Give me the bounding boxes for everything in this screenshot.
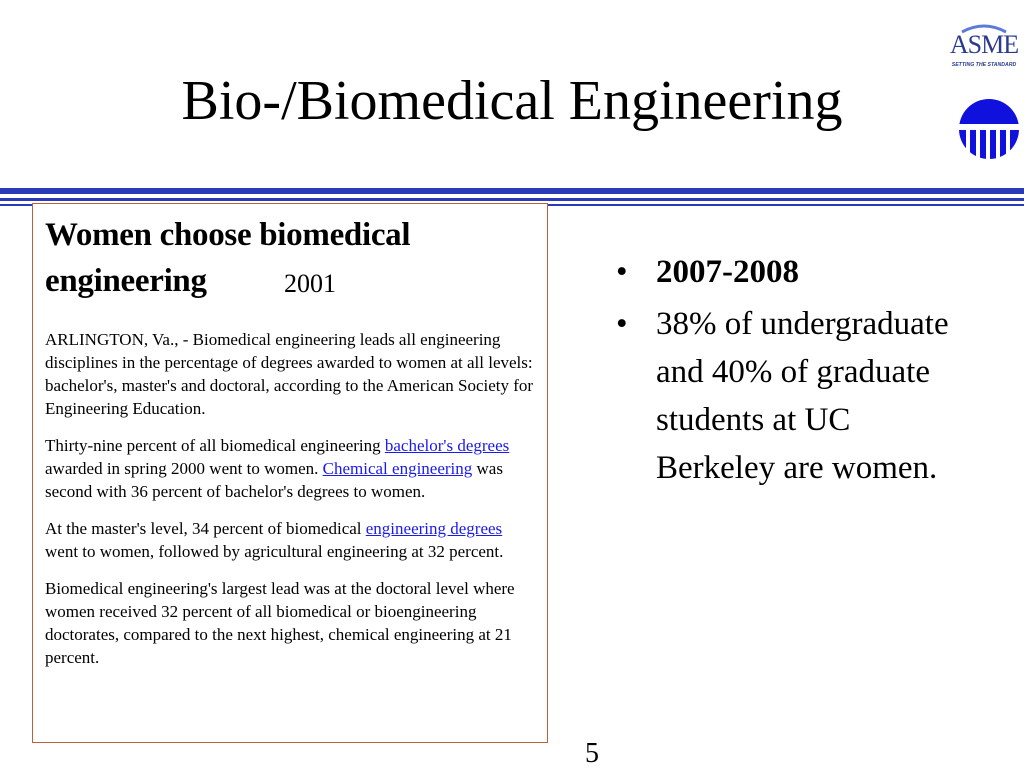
asme-seal-icon <box>958 86 1020 172</box>
engineering-degrees-link[interactable]: engineering degrees <box>365 519 503 538</box>
bullet-text: 2007-2008 <box>656 254 799 290</box>
paragraph-text: ARLINGTON, Va., - Biomedical engineering leads all engineering disciplines in the percentage of degrees awarded to women at all levels: bachelor's, master's and doctoral, according to the American Society for Engineering Education. <box>45 330 534 418</box>
bullet-dot-icon: • <box>616 254 628 290</box>
paragraph-text: Biomedical engineering's largest lead was at the doctoral level where women received 32 percent of all biomedical or bioengineering doctorates, compared to the next highest, chemical engineering at 21 percent. <box>45 579 515 667</box>
article-headline: Women choose biomedical engineering <box>45 217 411 299</box>
paragraph-text: awarded in spring 2000 went to women. <box>45 459 323 478</box>
slide-title: Bio-/Biomedical Engineering <box>181 70 843 132</box>
article-paragraph-4 <box>45 577 537 669</box>
asme-wordmark-icon <box>946 22 1022 70</box>
article-paragraph-1 <box>45 328 537 420</box>
title-divider-middle <box>0 198 1024 201</box>
paragraph-text: was second with 36 percent of bachelor's degrees to women. <box>45 459 503 501</box>
article-paragraph-2 <box>45 434 537 503</box>
article-body <box>45 328 537 683</box>
bullet-item-2 <box>616 300 976 492</box>
chemical-engineering-link[interactable]: Chemical engineering <box>322 459 473 478</box>
bachelors-degrees-link[interactable]: bachelor's degrees <box>384 436 510 455</box>
page-number: 5 <box>585 738 599 769</box>
article-paragraph-3 <box>45 517 537 563</box>
article-year: 2001 <box>284 269 336 298</box>
paragraph-text: went to women, followed by agricultural engineering at 32 percent. <box>45 542 504 561</box>
bullet-text: 38% of undergraduate and 40% of graduate students at UC Berkeley are women. <box>656 306 949 486</box>
paragraph-text: Thirty-nine percent of all biomedical engineering <box>45 436 385 455</box>
news-article-clipping <box>32 203 548 743</box>
asme-logo <box>946 22 1022 152</box>
svg-text:SETTING THE STANDARD: SETTING THE STANDARD <box>951 62 1017 68</box>
svg-text:ASME: ASME <box>949 30 1019 59</box>
paragraph-text: At the master's level, 34 percent of biomedical <box>45 519 366 538</box>
bullet-item-1 <box>616 248 976 296</box>
title-divider-thick <box>0 188 1024 194</box>
bullet-dot-icon: • <box>616 306 628 342</box>
bullet-list <box>616 248 976 496</box>
